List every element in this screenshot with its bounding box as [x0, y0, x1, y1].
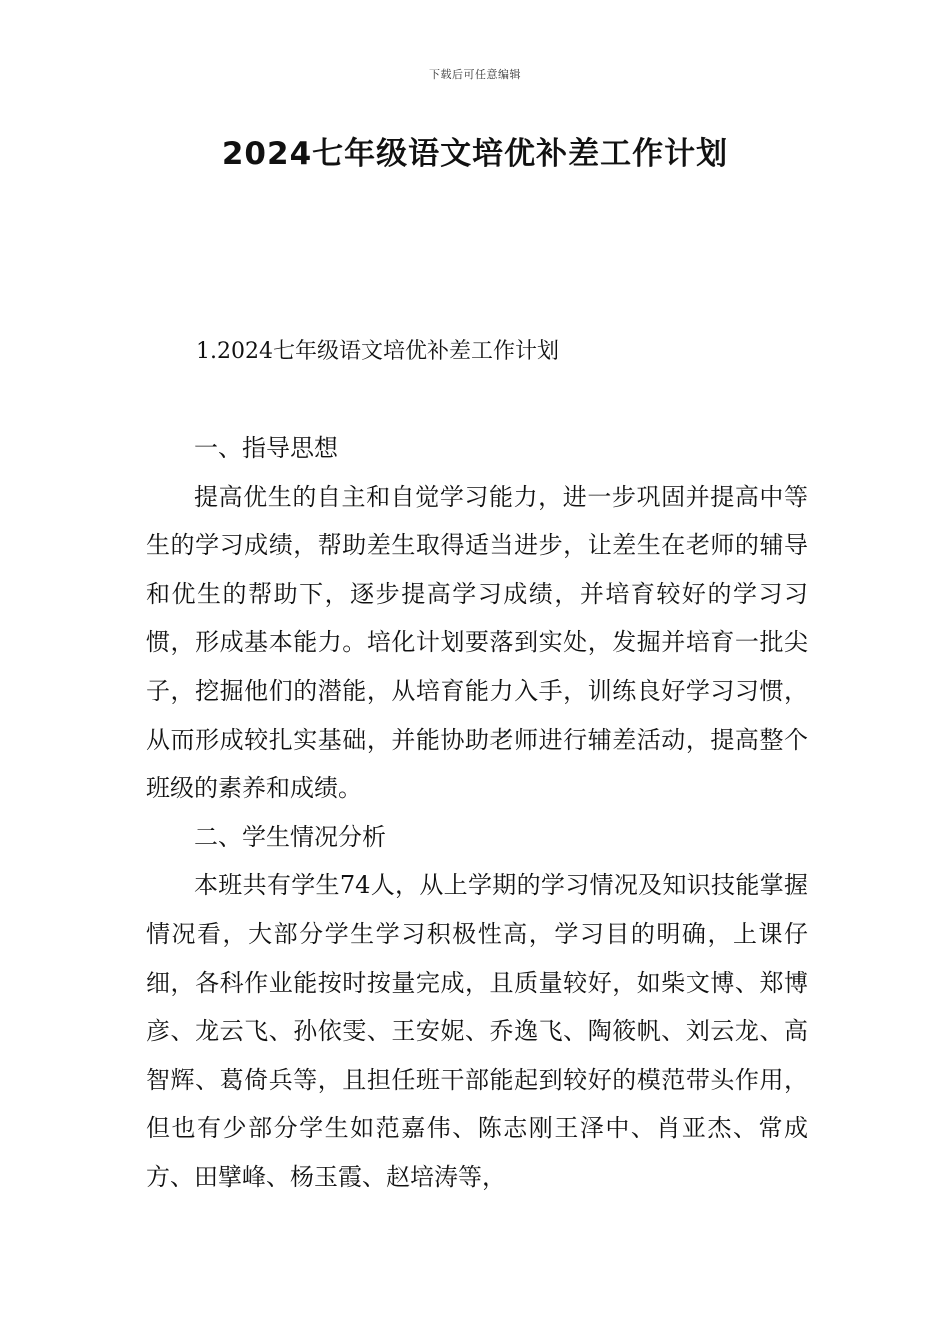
section-paragraph-student-analysis: 本班共有学生74人，从上学期的学习情况及知识技能掌握情况看，大部分学生学习积极性高，学习目的明确，上课仔细，各科作业能按时按量完成，且质量较好，如柴文博、郑博彦、龙云飞、孙依雯、王安妮、乔逸飞、陶筱帆、刘云龙、高智辉、葛倚兵等，且担任班干部能起到较好的模范带头作用，但也有少部分学生如范嘉伟、陈志刚王泽中、肖亚杰、常成方、田擘峰、杨玉霞、赵培涛等，: [146, 871, 808, 1191]
document-body: [146, 424, 808, 1202]
section-paragraph-guiding-ideology: 提高优生的自主和自觉学习能力，进一步巩固并提高中等生的学习成绩，帮助差生取得适当进步，让差生在老师的辅导和优生的帮助下，逐步提高学习成绩，并培育较好的学习习惯，形成基本能力。培化计划要落到实处，发掘并培育一批尖子，挖掘他们的潜能，从培育能力入手，训练良好学习习惯，从而形成较扎实基础，并能协助老师进行辅差活动，提高整个班级的素养和成绩。: [146, 482, 808, 803]
section-heading-guiding-ideology: 一、指导思想: [194, 434, 338, 462]
document-title: 2024七年级语文培优补差工作计划: [221, 136, 729, 172]
header-note: 下载后可任意编辑: [429, 68, 521, 81]
section-heading-student-analysis: 二、学生情况分析: [194, 822, 386, 851]
toc-item: 1.2024七年级语文培优补差工作计划: [196, 339, 559, 364]
